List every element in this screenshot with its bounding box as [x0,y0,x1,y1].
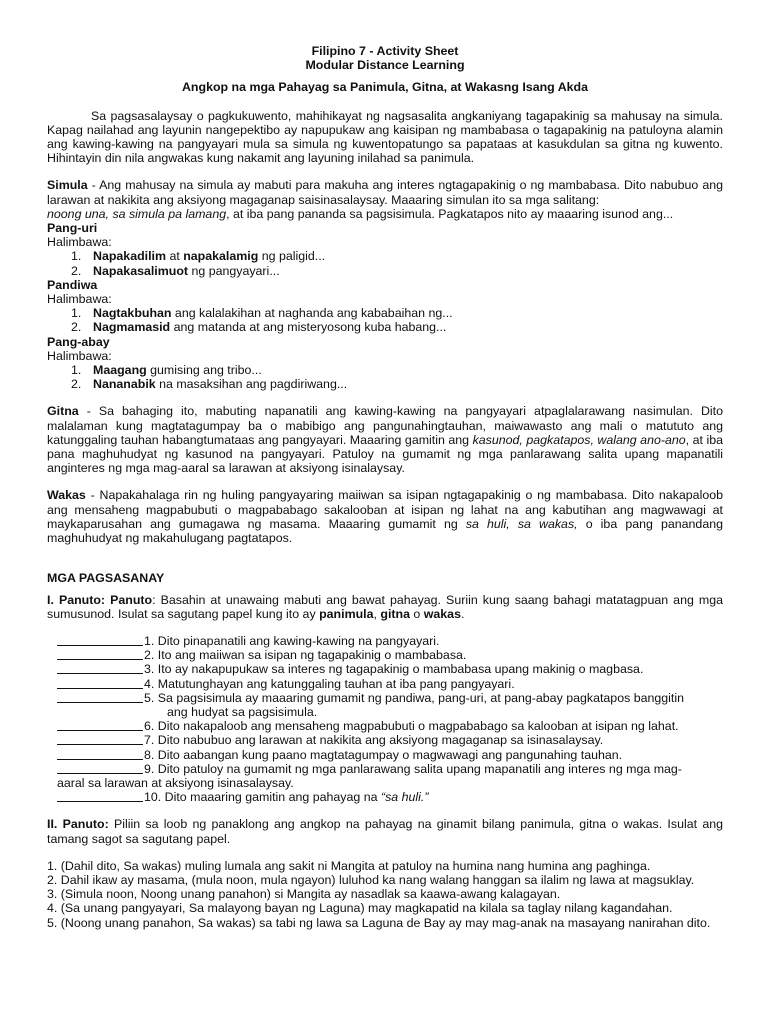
part2-instructions: II. Panuto: Piliin sa loob ng panaklong ang angkop na pahayag na ginamit bilang panimula, gitna o wakas. Isulat ang tamang sagot sa sagutang papel. [47,817,723,846]
answer-item: 9. Dito patuloy na gumamit ng mga panlarawang salita upang mapanatili ang interes ng mga mag- [57,762,723,776]
wakas-markers: sa huli, sa wakas, [465,516,578,531]
answer-item: 5. Sa pagsisimula ay maaaring gumamit ng pandiwa, pang-uri, at pang-abay pagkatapos banggitin [57,691,723,705]
answer-blank[interactable] [57,648,143,660]
choice-item: 4. (Sa unang pangyayari, Sa malayong bayan ng Laguna) may magkapatid na kilala sa taglay nilang kagandahan. [47,901,673,916]
gitna-paragraph: Gitna - Sa bahaging ito, mabuting napanatili ang kawing-kawing na pangyayari atpaglalarawang nasimulan. Dito malalaman kung magtatagumpay ba o mabibigo ang pangunahingtauhan, maiwawasto ang mali o matututo ang katunggaling tauhan habangtumataas ang pangyayari. Maaaring gamitin ang kasunod, pagkatapos, walang ano-ano, at iba pana maghuhudyat ng kasunod na pangyayari. Patuloy na gumamit ng mga panlarawang salita upang mapanatili anginteres ng mga mag-aaral sa larawan at aksiyong isinalaysay. [47,404,723,476]
exercises-heading: MGA PAGSASANAY [47,571,165,586]
choice-item: 1. (Dahil dito, Sa wakas) muling lumala ang sakit ni Mangita at patuloy na humina nang humina ang paghinga. [47,858,651,873]
intro-paragraph: Sa pagsasalaysay o pagkukuwento, mahihikayat ng nagsasalita angkaniyang tagapakinig sa mahusay na simula. Kapag nailahad ang layunin nangepektibo ay napupukaw ang kaisipan ng mambabasa o tagapakinig na patuloyna alamin ang kawing-kawing na pangyayari mula sa simula ng kuwentopatungo sa papataas at kasukdulan sa gitna ng kuwento. Hihintayin din nila angwakas kung nakamit ang layuning inilahad sa panimula. [47,108,723,166]
subject-line: Filipino 7 - Activity Sheet [311,44,459,58]
simula-markers: noong una, sa simula pa lamang [47,206,227,221]
gitna-markers: kasunod, pagkatapos, walang ano-ano [472,432,686,447]
group-label: Pang-abay [47,334,110,349]
simula-after: , at iba pang pananda sa pagsisimula. Pagkatapos nito ay maaaring isunod ang... [226,206,674,221]
answer-blank[interactable] [57,790,143,802]
answer-item: 2. Ito ang maiiwan sa isipan ng tagapakinig o mambabasa. [57,648,723,662]
simula-group-panguri [47,221,723,278]
part1-instructions: I. Panuto: Panuto: Basahin at unawaing mabuti ang bawat pahayag. Suriin kung saang bahagi matatagpuan ang mga sumusunod. Isulat sa sagutang papel kung ito ay panimula, gitna o wakas. [47,592,724,621]
group-label: Pang-uri [47,221,98,236]
sheet-header [47,44,723,72]
list-item: 1. Napakadilim at napakalamig ng paligid... [71,249,326,264]
answer-item: 4. Matutunghayan ang katunggaling tauhan at iba pang pangyayari. [57,677,723,691]
list-item: 2. Nananabik na masaksihan ang pagdiriwang... [71,377,348,392]
simula-text: - Ang mahusay na simula ay mabuti para makuha ang interes ngtagapakinig o ng mambabasa. Dito nabubuo ang larawan at nakikita ang aksiyong magaganap saisinasalaysay. Maaaring simulan ito sa mga salitang: [47,178,723,207]
wakas-label: Wakas [47,488,86,503]
answer-item: 7. Dito nabubuo ang larawan at nakikita ang aksiyong magaganap sa isinasalaysay. [57,733,723,747]
answer-blank[interactable] [57,691,143,703]
answer-blank[interactable] [57,719,143,731]
answer-item: 8. Dito aabangan kung paano magtatagumpay o magwawagi ang pangunahing tauhan. [57,748,723,762]
group-label: Pandiwa [47,277,98,292]
answer-blank[interactable] [57,762,143,774]
answer-blank[interactable] [57,748,143,760]
answer-item: 6. Dito nakapaloob ang mensaheng magpabubuti o magpababago sa kalooban at isipan ng lahat. [57,719,723,733]
choice-item: 3. (Simula noon, Noong unang panahon) si Mangita ay nasadlak sa kaawa-awang kalagayan. [47,887,561,902]
lesson-title: Angkop na mga Pahayag sa Panimula, Gitna, at Wakasng Isang Akda [181,80,589,95]
modality-line: Modular Distance Learning [305,58,465,73]
answer-item: 1. Dito pinapanatili ang kawing-kawing na pangyayari. [57,634,723,648]
gitna-label: Gitna [47,404,79,419]
simula-label: Simula [47,178,88,193]
list-item: 2. Napakasalimuot ng pangyayari... [71,263,280,278]
activity-sheet [47,44,723,930]
simula-group-pandiwa [47,278,723,335]
example-label: Halimbawa: [47,292,112,307]
choice-item: 5. (Noong unang panahon, Sa wakas) sa tabi ng lawa sa Laguna de Bay ay may mag-anak na masayang nanirahan dito. [47,915,711,930]
answer-blank[interactable] [57,733,143,745]
example-label: Halimbawa: [47,348,112,363]
answer-item: 3. Ito ay nakapupukaw sa interes ng tagapakinig o mambabasa upang makinig o magbasa. [57,662,723,676]
choice-item: 2. Dahil ikaw ay masama, (mula noon, mula ngayon) luluhod ka nang walang hanggan sa ilalim ng lawa at magsuklay. [47,872,695,887]
answer-blank[interactable] [57,634,143,646]
list-item: 2. Nagmamasid ang matanda at ang misteryosong kuba habang... [71,320,447,335]
part1-items [57,634,723,804]
example-label: Halimbawa: [47,235,112,250]
answer-blank[interactable] [57,677,143,689]
part2-items [47,859,723,930]
answer-item-continuation: aaral sa larawan at aksiyong isinasalaysay. [57,775,294,790]
answer-blank[interactable] [57,662,143,674]
answer-item: 10. Dito maaaring gamitin ang pahayag na “sa huli.” [57,790,723,804]
wakas-paragraph: Wakas - Napakahalaga rin ng huling pangyayaring maiiwan sa isipan ngtagapakinig o ng mambabasa. Dito nakapaloob ang mensaheng magpabubuti o magpababago sakalooban at isipan ng lahat na ang kabutihan ang magwawagi at maykaparusahan ang gumagawa ng masama. Maaaring gumamit ng sa huli, sa wakas, o iba pang panandang maghuhudyat ng makahulugang pagtatapos. [47,488,723,546]
answer-item-continuation: ang hudyat sa pagsisimula. [167,704,318,719]
list-item: 1. Maagang gumising ang tribo... [71,363,262,378]
simula-paragraph [47,178,723,221]
list-item: 1. Nagtakbuhan ang kalalakihan at naghanda ang kababaihan ng... [71,306,453,321]
simula-group-pangabay [47,335,723,392]
